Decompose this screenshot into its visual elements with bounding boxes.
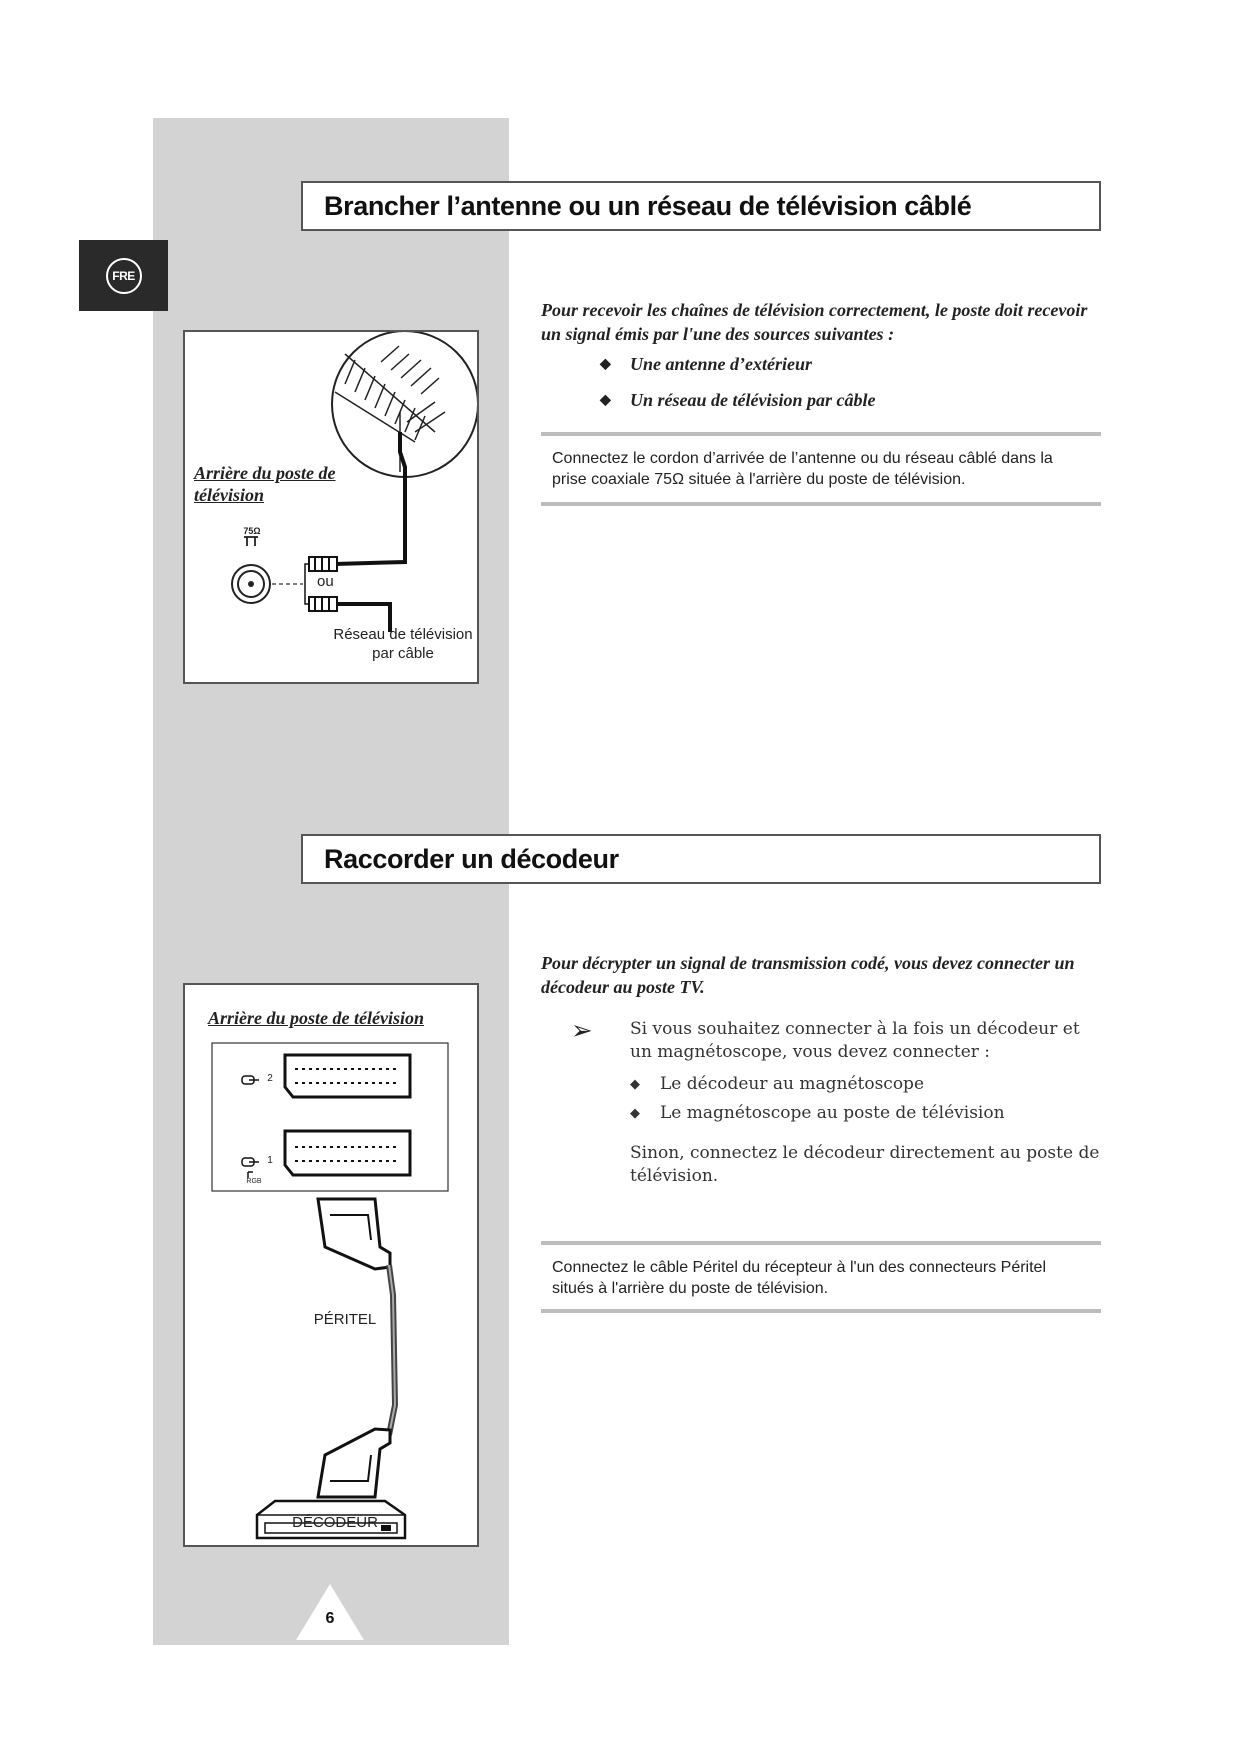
port-2-label: 2 [267, 1073, 273, 1084]
port-1-label: 1 [267, 1155, 273, 1166]
decoder-label: DÉCODEUR [292, 1514, 378, 1531]
scart-plug-top-icon [318, 1199, 390, 1269]
diamond-bullet-icon: ◆ [630, 1076, 640, 1092]
decoder-connection-illustration [185, 985, 477, 1545]
cable-network-label: Réseau de télévision par câble [333, 626, 473, 662]
scart-plug-bottom-icon [318, 1429, 390, 1497]
list-item: ◆ Une antenne d’extérieur [600, 354, 812, 374]
antenna-instruction-note: Connectez le cordon d’arrivée de l’antenne ou du réseau câblé dans la prise coaxiale 75Ω située à l'arrière du poste de télévision. [541, 432, 1101, 506]
tv-back-caption: Arrière du poste de télévision [208, 1008, 424, 1028]
decoder-intro-text: Pour décrypter un signal de transmission codé, vous devez connecter un décodeur au poste TV. [541, 953, 1075, 997]
antenna-source-list [600, 354, 875, 426]
scart-socket-2-icon [285, 1055, 410, 1097]
section-title-antenna: Brancher l’antenne ou un réseau de télévision câblé [301, 181, 1101, 231]
scart-label: PÉRITEL [313, 1311, 377, 1328]
list-item: ◆ Le décodeur au magnétoscope [630, 1074, 924, 1094]
tip-list [630, 1070, 1100, 1128]
impedance-label: 75Ω [243, 526, 261, 536]
decoder-diagram [183, 983, 479, 1547]
tv-back-caption: Arrière du poste de télévision [194, 463, 336, 505]
scart-socket-1-icon [285, 1131, 410, 1175]
language-badge: FRE [106, 258, 142, 294]
or-label: ou [317, 573, 334, 590]
diamond-bullet-icon: ◆ [600, 357, 611, 372]
coax-plug-bottom [309, 597, 337, 611]
coax-plug-top [309, 557, 337, 571]
list-item: ◆ Le magnétoscope au poste de télévision [630, 1103, 1005, 1123]
tip-text: Si vous souhaitez connecter à la fois un décodeur et un magnétoscope, vous devez connecter : [630, 1019, 1080, 1062]
tip-extra-text: Sinon, connectez le décodeur directement au poste de télévision. [630, 1143, 1100, 1186]
decoder-instruction-note: Connectez le câble Péritel du récepteur à l'un des connecteurs Péritel situés à l'arrière du poste de télévision. [541, 1241, 1101, 1313]
arrow-tip-icon: ➢ [571, 1016, 593, 1046]
diamond-bullet-icon: ◆ [600, 393, 611, 408]
tip-body [630, 1018, 1100, 1188]
antenna-diagram [183, 330, 479, 684]
language-tab [79, 240, 168, 311]
antenna-intro-text: Pour recevoir les chaînes de télévision correctement, le poste doit recevoir un signal émis par l'une des sources suivantes : [541, 300, 1088, 344]
rgb-label: RGB [246, 1178, 262, 1185]
section-title-decoder: Raccorder un décodeur [301, 834, 1101, 884]
page-number: 6 [325, 1610, 335, 1627]
list-item: ◆ Un réseau de télévision par câble [600, 390, 876, 410]
diamond-bullet-icon: ◆ [630, 1105, 640, 1121]
